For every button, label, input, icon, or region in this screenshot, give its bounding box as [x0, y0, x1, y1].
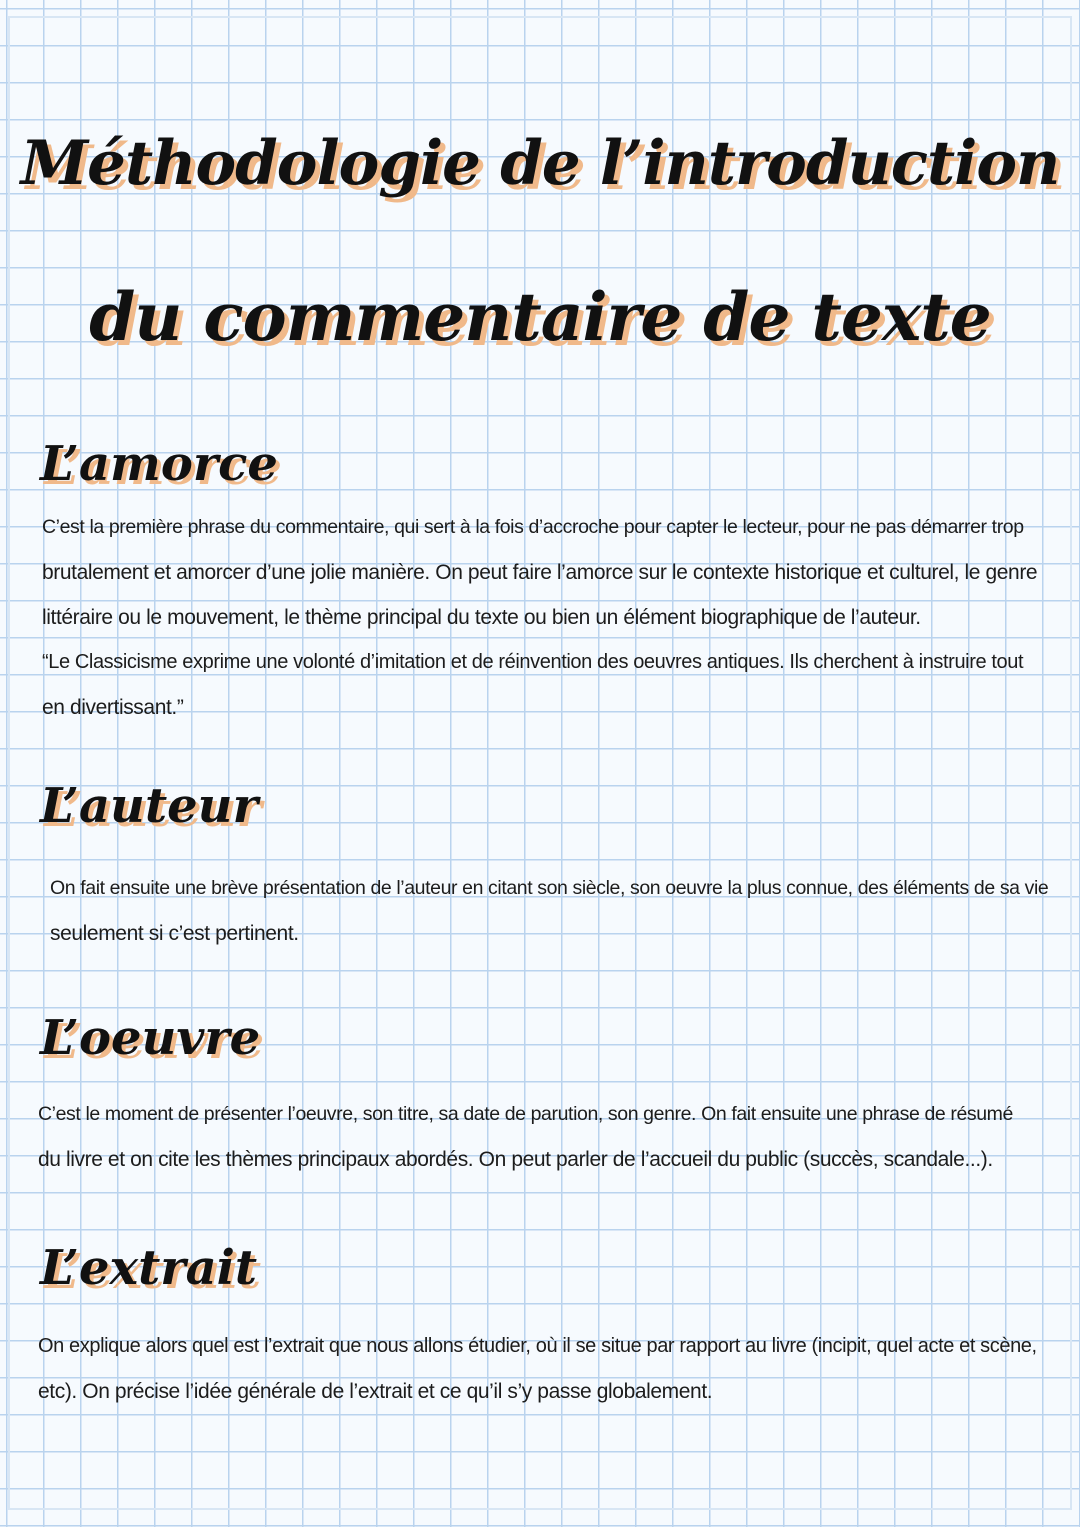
page-title-line-1: Méthodologie de l’introduction	[20, 128, 1060, 199]
text-line: On explique alors quel est l’extrait que nous allons étudier, où il se situe par rapport au livre (incipit, quel acte et scène,	[38, 1335, 1037, 1357]
section-text-auteur	[50, 866, 1048, 956]
section-text-extrait	[38, 1324, 1037, 1414]
text-line: C’est le moment de présenter l’oeuvre, son titre, sa date de parution, son genre. On fait ensuite une phrase de résumé	[38, 1103, 1013, 1125]
section-heading-amorce: L’amorce	[40, 436, 278, 492]
text-line: etc). On précise l’idée générale de l’extrait et ce qu’il s’y passe globalement.	[38, 1380, 713, 1403]
section-heading-auteur: L’auteur	[40, 778, 258, 834]
text-line: brutalement et amorcer d’une jolie manière. On peut faire l’amorce sur le contexte historique et culturel, le genre	[42, 561, 1038, 584]
text-line: seulement si c’est pertinent.	[50, 922, 299, 945]
section-text-oeuvre	[38, 1092, 1013, 1182]
section-heading-extrait: L’extrait	[40, 1240, 258, 1296]
page-title-line-2: du commentaire de texte	[89, 278, 991, 356]
text-line: On fait ensuite une brève présentation de l’auteur en citant son siècle, son oeuvre la plus connue, des éléments de sa vie	[50, 877, 1049, 899]
text-line: du livre et on cite les thèmes principaux abordés. On peut parler de l’accueil du public (succès, scandale...).	[38, 1148, 993, 1171]
text-line: C’est la première phrase du commentaire, qui sert à la fois d’accroche pour capter le lecteur, pour ne pas démarrer trop	[42, 516, 1024, 538]
text-line: “Le Classicisme exprime une volonté d’imitation et de réinvention des oeuvres antiques. Ils cherchent à instruire tout	[42, 651, 1024, 673]
text-line: en divertissant.”	[42, 696, 184, 719]
section-heading-oeuvre: L’oeuvre	[40, 1010, 261, 1066]
section-text-amorce	[42, 505, 1037, 730]
text-line: littéraire ou le mouvement, le thème principal du texte ou bien un élément biographique de l’auteur.	[42, 606, 921, 629]
